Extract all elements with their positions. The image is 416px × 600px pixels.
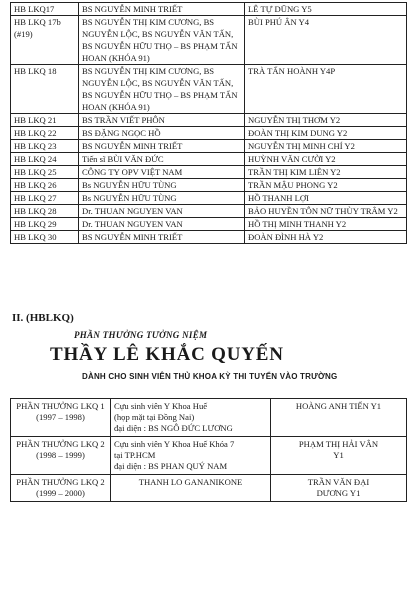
donor-name: BS ĐẶNG NGỌC HỒ — [79, 127, 245, 140]
award-cell — [11, 437, 111, 475]
table-row — [11, 231, 407, 244]
scholarship-code: HB LKQ 22 — [11, 127, 79, 140]
recipient-name: TRẦN MẬU PHONG Y2 — [245, 179, 407, 192]
donor-cell — [111, 437, 271, 475]
section-heading: II. (HBLKQ) — [12, 312, 74, 324]
scholarship-code: HB LKQ 27 — [11, 192, 79, 205]
donor-line: đại diện : BS NGÔ ĐỨC LƯƠNG — [114, 423, 233, 433]
table-row — [11, 16, 407, 65]
award-years: (1999 – 2000) — [36, 488, 85, 498]
scholarship-code: HB LKQ 18 — [11, 65, 79, 114]
donor-cell — [111, 399, 271, 437]
recipient-name: HUỲNH VĂN CƯỜI Y2 — [245, 153, 407, 166]
recipient-name: NGUYỄN THỊ THƠM Y2 — [245, 114, 407, 127]
table-row — [11, 3, 407, 16]
recipient-name: Y1 — [333, 450, 344, 460]
donor-name: BS NGUYỄN MINH TRIẾT — [79, 3, 245, 16]
recipient-name: BẢO HUYỀN TÔN NỮ THÙY TRÂM Y2 — [245, 205, 407, 218]
table-row — [11, 153, 407, 166]
scholarship-code: HB LKQ 24 — [11, 153, 79, 166]
scholarship-code: HB LKQ 17b (#19) — [11, 16, 79, 65]
donor-name: BS NGUYỄN THỊ KIM CƯƠNG, BS NGUYỄN LỘC, BS NGUYỄN VĂN TẤN, BS NGUYỄN HỮU THỌ – BS PHẠM TẤN HOAN (KHÓA 91) — [79, 16, 245, 65]
award-years: (1998 – 1999) — [36, 450, 85, 460]
scholarship-code: HB LKQ17 — [11, 3, 79, 16]
table-row — [11, 140, 407, 153]
donor-name: CÔNG TY OPV VIỆT NAM — [79, 166, 245, 179]
donor-name: BS NGUYỄN MINH TRIẾT — [79, 231, 245, 244]
recipient-name: HỒ THỊ MINH THANH Y2 — [245, 218, 407, 231]
recipient-name: TRÀ TẤN HOÀNH Y4P — [245, 65, 407, 114]
table-row — [11, 127, 407, 140]
award-cell — [11, 475, 111, 502]
recipient-name: NGUYỄN THỊ MINH CHÍ Y2 — [245, 140, 407, 153]
table-row — [11, 218, 407, 231]
table-row — [11, 205, 407, 218]
donor-name: BS NGUYỄN THỊ KIM CƯƠNG, BS NGUYỄN LỘC, BS NGUYỄN VĂN TẤN, BS NGUYỄN HỮU THỌ – BS PHẠM TẤN HOAN (KHÓA 91) — [79, 65, 245, 114]
donor-line: đại diện : BS PHAN QUÝ NAM — [114, 461, 228, 471]
donor-line: Cựu sinh viên Y Khoa Huế Khóa 7 — [114, 439, 235, 449]
donor-line: Cựu sinh viên Y Khoa Huế — [114, 401, 208, 411]
donor-line: tại TP.HCM — [114, 450, 156, 460]
donor-name: Tiến sĩ BÙI VĂN ĐỨC — [79, 153, 245, 166]
table-row — [11, 192, 407, 205]
table-row — [11, 166, 407, 179]
award-name: PHẦN THƯỞNG LKQ 2 — [16, 439, 105, 449]
award-subtitle: PHẦN THƯỞNG TƯỞNG NIỆM — [74, 330, 208, 340]
scholarship-table — [10, 2, 407, 244]
table-row — [11, 475, 407, 502]
recipient-name: PHẠM THỊ HẢI VÂN — [298, 439, 379, 449]
donor-line: (họp mặt tại Đồng Nai) — [114, 412, 195, 422]
table-row — [11, 437, 407, 475]
award-name: PHẦN THƯỞNG LKQ 1 — [16, 401, 105, 411]
recipient-name: TRẦN THỊ KIM LIÊN Y2 — [245, 166, 407, 179]
table-row — [11, 65, 407, 114]
scholarship-code: HB LKQ 23 — [11, 140, 79, 153]
recipient-name: TRẦN VĂN ĐẠI — [307, 477, 370, 487]
recipient-cell — [271, 437, 407, 475]
award-table — [10, 398, 407, 502]
donor-line: THANH LO GANANIKONE — [138, 477, 243, 487]
donor-name: Dr. THUAN NGUYEN VAN — [79, 218, 245, 231]
donor-name: Bs NGUYỄN HỮU TÙNG — [79, 192, 245, 205]
scholarship-code: HB LKQ 30 — [11, 231, 79, 244]
recipient-name: HỒ THANH LỢI — [245, 192, 407, 205]
donor-name: BS TRẦN VIẾT PHÔN — [79, 114, 245, 127]
recipient-name: ĐOÀN THỊ KIM DUNG Y2 — [245, 127, 407, 140]
award-years: (1997 – 1998) — [36, 412, 85, 422]
donor-cell — [111, 475, 271, 502]
recipient-cell — [271, 475, 407, 502]
scholarship-code: HB LKQ 29 — [11, 218, 79, 231]
recipient-name: BÙI PHÚ ÂN Y4 — [245, 16, 407, 65]
scholarship-code: HB LKQ 26 — [11, 179, 79, 192]
table-row — [11, 114, 407, 127]
recipient-name: LÊ TỰ DŨNG Y5 — [245, 3, 407, 16]
recipient-name: HOÀNG ANH TIẾN Y1 — [295, 401, 382, 411]
donor-name: BS NGUYỄN MINH TRIẾT — [79, 140, 245, 153]
scholarship-code: HB LKQ 28 — [11, 205, 79, 218]
award-cell — [11, 399, 111, 437]
award-title: THẦY LÊ KHẮC QUYẾN — [50, 344, 284, 365]
award-description: DÀNH CHO SINH VIÊN THỦ KHOA KỲ THI TUYỂN VÀO TRƯỜNG — [82, 372, 338, 381]
donor-name: Bs NGUYỄN HỮU TÙNG — [79, 179, 245, 192]
donor-name: Dr. THUAN NGUYEN VAN — [79, 205, 245, 218]
recipient-name: DƯƠNG Y1 — [316, 488, 361, 498]
table-row — [11, 179, 407, 192]
scholarship-code: HB LKQ 25 — [11, 166, 79, 179]
recipient-cell — [271, 399, 407, 437]
recipient-name: ĐOÀN ĐÌNH HÀ Y2 — [245, 231, 407, 244]
table-row — [11, 399, 407, 437]
award-name: PHẦN THƯỞNG LKQ 2 — [16, 477, 105, 487]
scholarship-code: HB LKQ 21 — [11, 114, 79, 127]
